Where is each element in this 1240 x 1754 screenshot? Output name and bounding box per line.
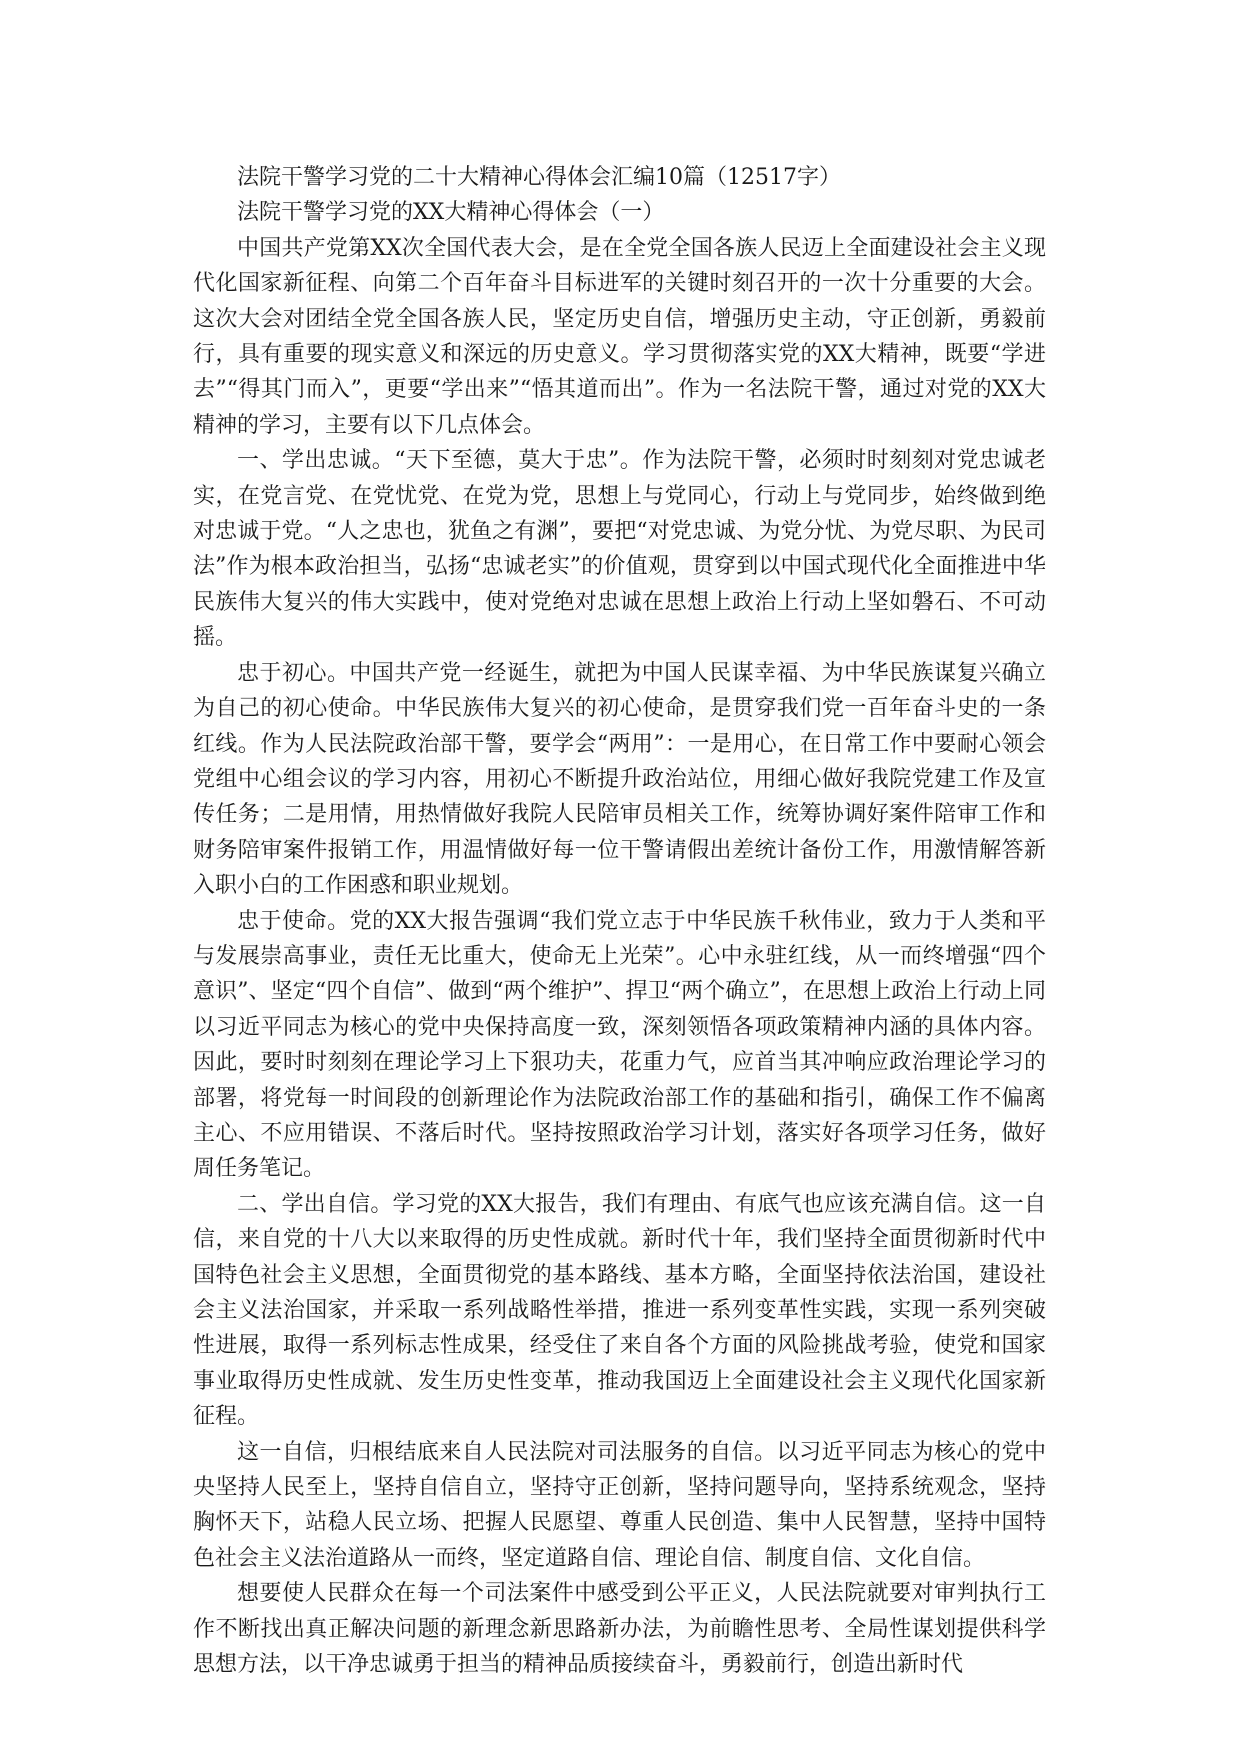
document-subtitle: 法院干警学习党的XX大精神心得体会（一）: [237, 200, 665, 226]
document-page: [193, 160, 1046, 1682]
paragraph-confidence: 二、学出自信。学习党的XX大报告，我们有理由、有底气也应该充满自信。这一自信，来自党的十八大以来取得的历史性成就。新时代十年，我们坚持全面贯彻新时代中国特色社会主义思想，全面贯彻党的基本路线、基本方略，全面坚持依法治国，建设社会主义法治国家，并采取一系列战略性举措，推进一系列变革性实践，实现一系列突破性进展，取得一系列标志性成果，经受住了来自各个方面的风险挑战考验，使党和国家事业取得历史性成就、发生历史性变革，推动我国迈上全面建设社会主义现代化国家新征程。: [193, 1191, 1046, 1430]
document-title: 法院干警学习党的二十大精神心得体会汇编10篇（12517字）: [237, 165, 841, 190]
paragraph-judicial-confidence: 这一自信，归根结底来自人民法院对司法服务的自信。以习近平同志为核心的党中央坚持人民至上，坚持自信自立，坚持守正创新，坚持问题导向，坚持系统观念，坚持胸怀天下，站稳人民立场、把握人民愿望、尊重人民创造、集中人民智慧，坚持中国特色社会主义法治道路从一而终，坚定道路自信、理论自信、制度自信、文化自信。: [193, 1439, 1046, 1571]
paragraph-loyalty: 一、学出忠诚。“天下至德，莫大于忠”。作为法院干警，必须时时刻刻对党忠诚老实，在党言党、在党忧党、在党为党，思想上与党同心，行动上与党同步，始终做到绝对忠诚于党。“人之忠也，犹鱼之有渊”，要把“对党忠诚、为党分忧、为党尽职、为民司法”作为根本政治担当，弘扬“忠诚老实”的价值观，贯穿到以中国式现代化全面推进中华民族伟大复兴的伟大实践中，使对党绝对忠诚在思想上政治上行动上坚如磐石、不可动摇。: [193, 448, 1046, 651]
paragraph-fairness: 想要使人民群众在每一个司法案件中感受到公平正义，人民法院就要对审判执行工作不断找出真正解决问题的新理念新思路新办法，为前瞻性思考、全局性谋划提供科学思想方法，以干净忠诚勇于担当的精神品质接续奋斗，勇毅前行，创造出新时代: [193, 1581, 1046, 1678]
paragraph-mission: 忠于使命。党的XX大报告强调“我们党立志于中华民族千秋伟业，致力于人类和平与发展崇高事业，责任无比重大，使命无上光荣”。心中永驻红线，从一而终增强“四个意识”、坚定“四个自信”、做到“两个维护”、捍卫“两个确立”，在思想上政治上行动上同以习近平同志为核心的党中央保持高度一致，深刻领悟各项政策精神内涵的具体内容。因此，要时时刻刻在理论学习上下狠功夫，花重力气，应首当其冲响应政治理论学习的部署，将党每一时间段的创新理论作为法院政治部工作的基础和指引，确保工作不偏离主心、不应用错误、不落后时代。坚持按照政治学习计划，落实好各项学习任务，做好周任务笔记。: [193, 908, 1046, 1182]
paragraph-intro: 中国共产党第XX次全国代表大会，是在全党全国各族人民迈上全面建设社会主义现代化国家新征程、向第二个百年奋斗目标进军的关键时刻召开的一次十分重要的大会。这次大会对团结全党全国各族人民，坚定历史自信，增强历史主动，守正创新，勇毅前行，具有重要的现实意义和深远的历史意义。学习贯彻落实党的XX大精神，既要“学进去”“得其门而入”，更要“学出来”“悟其道而出”。作为一名法院干警，通过对党的XX大精神的学习，主要有以下几点体会。: [193, 235, 1046, 438]
paragraph-original-aspiration: 忠于初心。中国共产党一经诞生，就把为中国人民谋幸福、为中华民族谋复兴确立为自己的初心使命。中华民族伟大复兴的初心使命，是贯穿我们党一百年奋斗史的一条红线。作为人民法院政治部干警，要学会“两用”：一是用心，在日常工作中要耐心领会党组中心组会议的学习内容，用初心不断提升政治站位，用细心做好我院党建工作及宣传任务；二是用情，用热情做好我院人民陪审员相关工作，统筹协调好案件陪审工作和财务陪审案件报销工作，用温情做好每一位干警请假出差统计备份工作，用激情解答新入职小白的工作困惑和职业规划。: [193, 660, 1046, 899]
